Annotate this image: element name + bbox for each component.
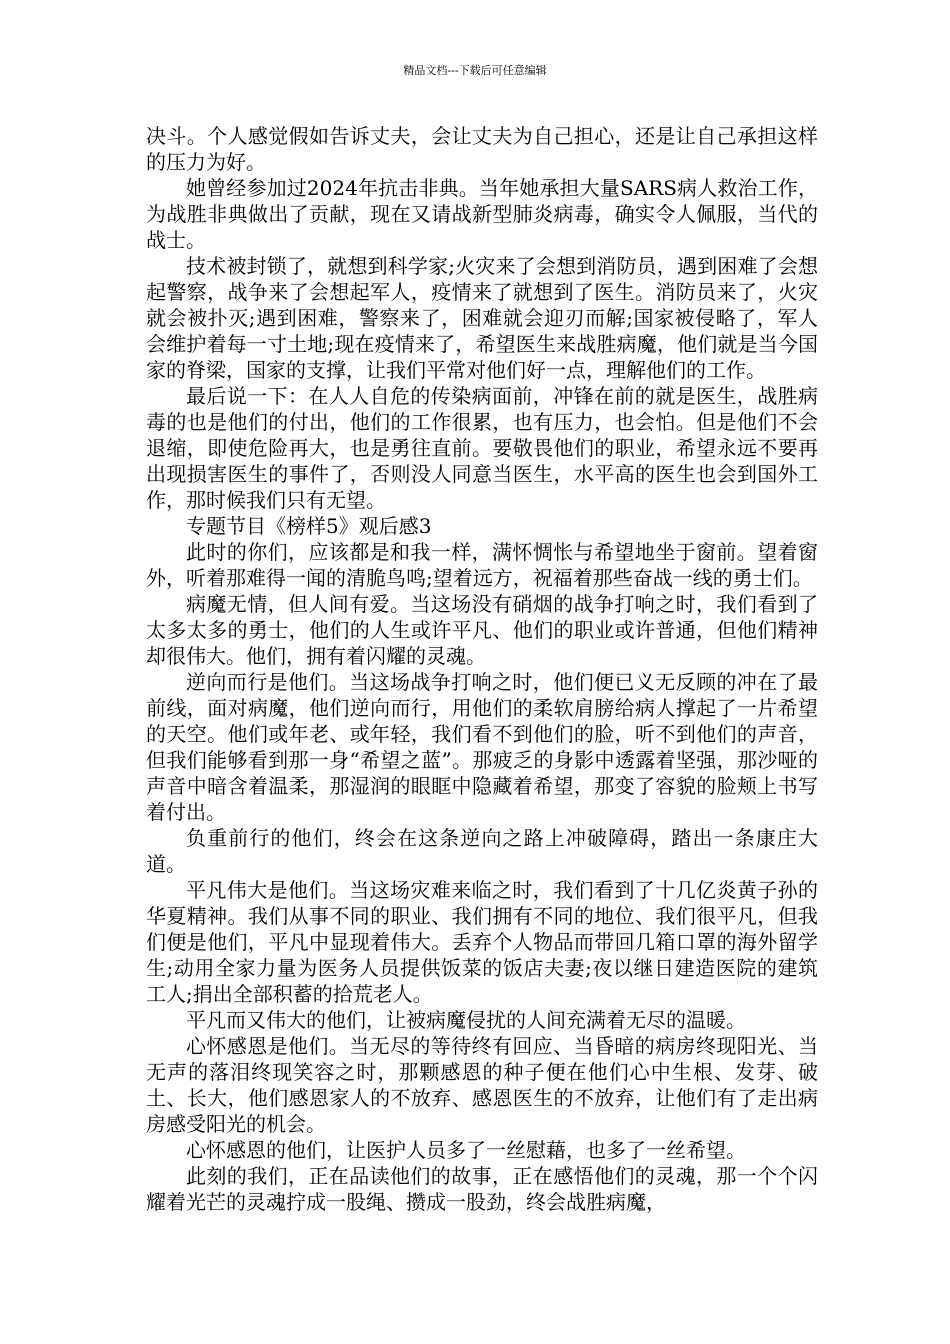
paragraph: 心怀感恩的他们，让医护人员多了一丝慰藉，也多了一丝希望。 (186, 1138, 746, 1162)
paragraph: 技术被封锁了，就想到科学家;火灾来了会想到消防员，遇到困难了会想起警察，战争来了会想起军人，疫情来了就想到了医生。消防员来了，火灾就会被扑灭;遇到困难，警察来了，困难就会迎刃而解;国家被侵略了，军人会维护着每一寸土地;现在疫情来了，希望医生来战胜病魔，他们就是当今国家的脊梁，国家的支撑，让我们平常对他们好一点，理解他们的工作。 (146, 254, 818, 382)
paragraph: 决斗。个人感觉假如告诉丈夫，会让丈夫为自己担心，还是让自己承担这样的压力为好。 (146, 124, 818, 174)
document-body (146, 123, 818, 1215)
paragraph: 逆向而行是他们。当这场战争打响之时，他们便已义无反顾的冲在了最前线，面对病魔，他们逆向而行，用他们的柔软肩膀给病人撑起了一片希望的天空。他们或年老、或年轻，我们看不到他们的脸，听不到他们的声音，但我们能够看到那一身“希望之蓝”。那疲乏的身影中透露着坚强，那沙哑的声音中暗含着温柔，那湿润的眼眶中隐藏着希望，那变了容貌的脸颊上书写着付出。 (146, 670, 818, 824)
paragraph: 病魔无情，但人间有爱。当这场没有硝烟的战争打响之时，我们看到了太多太多的勇士，他们的人生或许平凡、他们的职业或许普通，但他们精神却很伟大。他们，拥有着闪耀的灵魂。 (146, 592, 818, 668)
paragraph: 平凡伟大是他们。当这场灾难来临之时，我们看到了十几亿炎黄子孙的华夏精神。我们从事不同的职业、我们拥有不同的地位、我们很平凡，但我们便是他们，平凡中显现着伟大。丢弃个人物品而带回几箱口罩的海外留学生;动用全家力量为医务人员提供饭菜的饭店夫妻;夜以继日建造医院的建筑工人;捐出全部积蓄的拾荒老人。 (146, 878, 818, 1006)
paragraph: 此刻的我们，正在品读他们的故事，正在感悟他们的灵魂，那一个个闪耀着光芒的灵魂拧成一股绳、攒成一股劲，终会战胜病魔， (146, 1164, 818, 1214)
section-title: 专题节目《榜样5》观后感3 (186, 514, 432, 538)
paragraph: 最后说一下：在人人自危的传染病面前，冲锋在前的就是医生，战胜病毒的也是他们的付出，他们的工作很累，也有压力，也会怕。但是他们不会退缩，即使危险再大，也是勇往直前。要敬畏他们的职业，希望永远不要再出现损害医生的事件了，否则没人同意当医生，水平高的医生也会到国外工作，那时候我们只有无望。 (146, 384, 818, 512)
paragraph: 平凡而又伟大的他们，让被病魔侵扰的人间充满着无尽的温暖。 (186, 1008, 746, 1032)
paragraph: 此时的你们，应该都是和我一样，满怀惆怅与希望地坐于窗前。望着窗外，听着那难得一闻的清脆鸟鸣;望着远方，祝福着那些奋战一线的勇士们。 (146, 540, 818, 590)
paragraph: 负重前行的他们，终会在这条逆向之路上冲破障碍，踏出一条康庄大道。 (146, 826, 818, 876)
page-header: 精品文档---下载后可任意编辑 (403, 64, 547, 77)
paragraph: 她曾经参加过2024年抗击非典。当年她承担大量SARS病人救治工作，为战胜非典做出了贡献，现在又请战新型肺炎病毒，确实令人佩服，当代的战士。 (146, 176, 818, 252)
paragraph: 心怀感恩是他们。当无尽的等待终有回应、当昏暗的病房终现阳光、当无声的落泪终现笑容之时，那颗感恩的种子便在他们心中生根、发芽、破土、长大，他们感恩家人的不放弃、感恩医生的不放弃，让他们有了走出病房感受阳光的机会。 (146, 1034, 818, 1136)
